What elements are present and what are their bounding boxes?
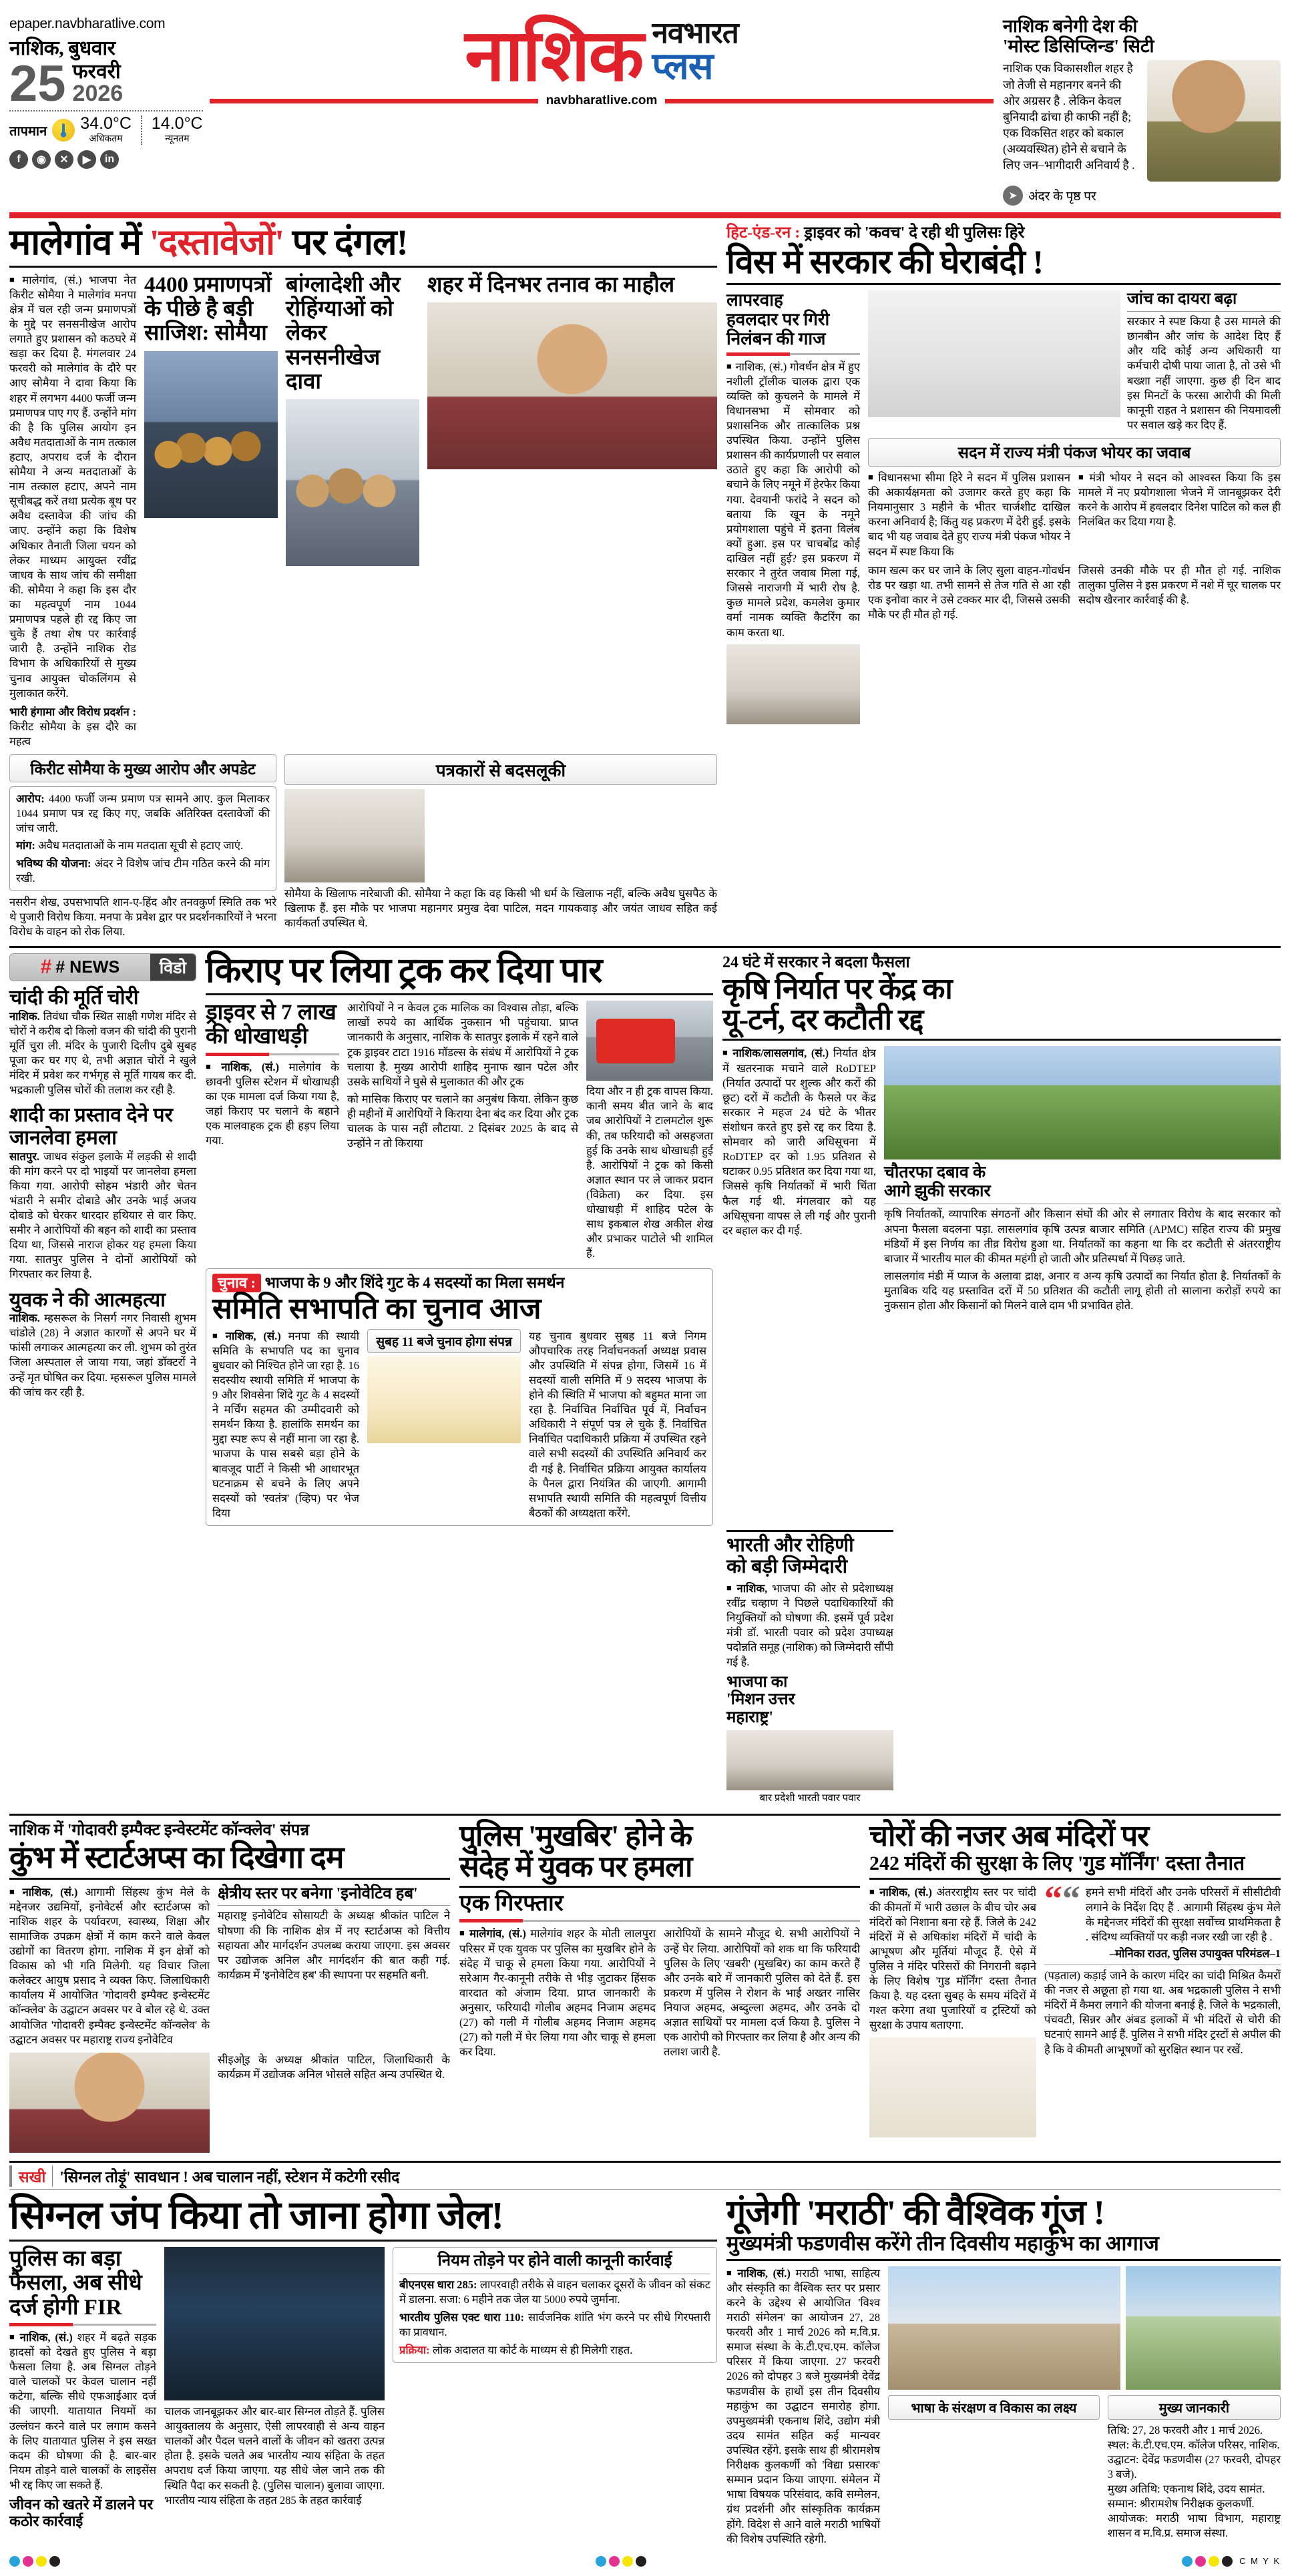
lead-col-4 xyxy=(427,273,717,750)
lead-subcol-a: नसरीन शेख, उपसभापति शान-ए-हिंद और तनवकुर्ण स्मिति तक भरे थे पुजारी विरोध किया. मनपा के प्रवेश द्वार पर प्रदर्शनकारियों ने भरना विरोध के वाहन को रोक लिया. xyxy=(9,895,276,938)
temples-headline: चोरों की नजर अब मंदिरों पर xyxy=(869,1819,1149,1852)
responsibility-body xyxy=(726,1581,893,1670)
startup-col-left xyxy=(9,1885,210,2047)
inside-pages-row[interactable] xyxy=(1003,186,1281,206)
truck-col-right xyxy=(586,1001,713,1261)
election-byline: ■ नाशिक, (सं.) xyxy=(212,1330,281,1342)
election-columns xyxy=(212,1329,706,1521)
marathi-foot-left xyxy=(888,2395,1100,2541)
agri-col-left xyxy=(722,1046,876,1313)
temperature-max-label: अधिकतम xyxy=(89,134,123,144)
election-kicker xyxy=(212,1274,706,1292)
marathi-col-right xyxy=(888,2266,1281,2547)
lead-col-3 xyxy=(286,273,419,750)
signal-col-right xyxy=(393,2247,717,2529)
site-line xyxy=(210,93,994,108)
startup-photo-row xyxy=(9,2053,450,2153)
marathi-columns xyxy=(726,2266,1281,2547)
marathi-col-left xyxy=(726,2266,880,2547)
cmyk-mid xyxy=(596,2556,646,2567)
informer-right-body: आरोपियों के सामने मौजूद थे. सभी आरोपियों ने उन्हें घेर लिया. आरोपियों को शक था कि फरियादी पुलिस के लिए 'खबरी' (मुखबिर) का काम करते हैं और उनके बारे में जानकारी पुलिस को देते हैं. इस प्रकरण में पुलिस ने रोशन के भाई अख्तर नासिर नियाज अहमद, अब्दुल्ला अहमद, और उनके दो अज्ञात साथियों पर मामला दर्ज किया है. पुलिस ने एक आरोपी को गिरफ्तार कर लिया है और अन्य की तलाश जारी है. xyxy=(664,1927,860,2059)
row-responsibility xyxy=(9,1530,1281,1807)
signal-col-photo xyxy=(164,2247,385,2529)
hitrun-columns xyxy=(726,290,1281,724)
instagram-icon[interactable]: ◉ xyxy=(32,150,51,169)
signal-byline: ■ नाशिक, (सं.) xyxy=(9,2331,73,2344)
marathi-info-2: स्थल: के.टी.एच.एम. कॉलेज परिसर, नाशिक. xyxy=(1107,2438,1280,2451)
date-row xyxy=(9,55,203,112)
lead-story xyxy=(9,224,717,939)
signal-columns xyxy=(9,2247,717,2529)
startup-columns xyxy=(9,1885,450,2047)
startup-photo xyxy=(9,2053,210,2153)
marathi-foot-right xyxy=(1108,2395,1281,2541)
temples-col-right xyxy=(1044,1878,1281,2137)
lead-journo-col xyxy=(284,754,717,939)
masthead-red-bar xyxy=(9,212,1281,218)
youtube-icon[interactable]: ▶ xyxy=(77,150,96,169)
news-item-1-title: चांदी की मूर्ति चोरी xyxy=(9,987,139,1009)
marathi-photo-row xyxy=(888,2266,1281,2390)
lead-box-label-1: आरोप: xyxy=(16,792,45,806)
startup-left-body xyxy=(9,1885,210,2047)
election-right-body: यह चुनाव बुधवार सुबह 11 बजे निगम औपचारिक तरह निर्वाचनकर्ता अध्यक्ष प्रवास और उपस्थिति में संपन्न होगा, जिसमें 16 में सदस्यों वाली समिति में 9 सदस्य भाजपा के होने की स्थिति में भाजपा को बहुमत माना जा रहा है. निर्वाचित निर्वाचित पूर्व में, निर्वाचन अधिकारी ने संपूर्ण पत्र ले चुके हैं. निर्वाचित निर्वाचित पदाधिकारी प्रक्रिया में उपस्थित रहने वाले सभी सदस्यों की उपस्थिति अनिवार्य कर दी गई है. निर्वाचित प्रक्रिया आयुक्त कार्यालय के पैनल द्वारा नियंत्रित की जाएगी. आगामी सभापति स्थायी समिति की महत्वपूर्ण वित्तीय बैठकों की अध्यक्षता करेंगे. xyxy=(529,1329,706,1519)
top-feature-headline-1: नाशिक बनेगी देश की xyxy=(1003,16,1138,36)
sakhi-bar xyxy=(9,2161,1281,2190)
signal-sub-3: दर्ज होगी FIR xyxy=(9,2295,122,2320)
lead-subcol-b: सोमैया के खिलाफ नारेबाजी की. सोमैया ने कहा कि वह किसी भी धर्म के खिलाफ नहीं, बल्कि अवैध घुसपैठ के खिलाफ हैं. इस मौके पर भाजपा महानगर प्रमुख देवा पाटिल, मदन गायकवाड़ और जयंत जाधव सहित कई कार्यकर्ता उपस्थित थे. xyxy=(284,887,717,930)
top-feature-body: नाशिक एक विकासशील शहर है जो तेजी से महानगर बनने की ओर अग्रसर है . लेकिन केवल बुनियादी ढांचा ही काफी नहीं है; एक विकसित शहर को बकाल (अव्यवस्थित) होने से बचाने के लिए जन–भागीदारी अनिवार्य है . xyxy=(1003,61,1135,172)
lead-accusations-content xyxy=(9,786,276,891)
agri-kicker: 24 घंटे में सरकार ने बदला फैसला xyxy=(722,954,910,972)
lead-col1-body xyxy=(9,273,136,701)
lead-col2-title: 4400 प्रमाणपत्रों के पीछे है बड़ी साजिश: सोमैया xyxy=(144,272,272,346)
hitrun-top-row xyxy=(868,290,1281,433)
logo-navbharat-plus xyxy=(652,19,738,89)
logo-plus: प्लस xyxy=(652,46,713,87)
lead-col4-title: शहर में दिनभर तनाव का माहौल xyxy=(427,272,675,297)
hitrun-byline xyxy=(726,360,735,373)
news-strip xyxy=(9,953,196,1526)
signal-rule-2-body: सार्वजनिक शांति भंग करने पर सीधे गिरफ्तारी का प्रावधान. xyxy=(399,2311,711,2339)
lead-photo-person xyxy=(427,302,717,469)
marathi-info-6: आयोजक: मराठी भाषा विभाग, महाराष्ट्र शासन व म.वि.प्र. समाज संस्था. xyxy=(1107,2512,1281,2540)
site-bar-left xyxy=(210,99,538,103)
temples-columns xyxy=(869,1878,1281,2137)
lead-box-label-2: मांग: xyxy=(16,839,35,852)
truck-and-election xyxy=(206,953,713,1526)
hitrun-left-title-2: हवलदार पर गिरी xyxy=(726,310,830,330)
hitrun-col-right xyxy=(868,290,1281,724)
news-item-1-text: तिवंधा चौक स्थित साक्षी गणेश मंदिर से चोरों ने करीब दो किलो वजन की चांदी की पुरानी मूर्ति चुरा ली. मंदिर के पुजारी दिलीप दुबे सुबह पूजा कर घर गए थे, तभी अज्ञात चोरों ने खुले मंदिर में प्रवेश कर गर्भगृह से मूर्ति गायब कर दी. भद्रकाली पुलिस चोरों की तलाश कर रही है. xyxy=(9,1009,196,1097)
news-item-2-title: शादी का प्रस्ताव देने पर जानलेवा हमला xyxy=(9,1104,173,1149)
news-item-2-text: जाधव संकुल इलाके में लड़की से शादी की मांग करने पर दो भाइयों पर जानलेवा हमला किया गया. आरोपी सोहम भंडारी और चेतन भंडारी ने समीर दोबाडे और उनके भाई अजय दोबाडे को घेरकर धारदार हथियार से वार किए. समीर ने आरोपियों की बहन को शादी का प्रस्ताव दिया था, जिससे नाराज होकर यह हमला किया गया. सातपुर पुलिस ने दोनों आरोपियों को गिरफ्तार कर लिया है. xyxy=(9,1149,196,1281)
cmyk-right xyxy=(1182,2556,1281,2567)
lead-accusations-header: किरीट सोमैया के मुख्य आरोप और अपडेट xyxy=(9,754,276,782)
temples-sub: 242 मंदिरों की सुरक्षा के लिए 'गुड मॉर्निंग' दस्ता तैनात xyxy=(869,1852,1245,1874)
lead-col1-text: मालेगांव, (सं.) भाजपा नेत किरीट सोमैया ने मालेगांव मनपा क्षेत्र में चल रही जन्म प्रमाणपत्रों के मुद्दे पर सनसनीखेज आरोप लगाते हुए प्रशासन को कठघरे में खड़ा कर दिया है. मंगलवार 24 फरवरी को मालेगांव के दौरे पर आए सोमैया ने दावा किया कि शहर में लगभग 4400 फर्जी जन्म प्रमाणपत्र पाए गए हैं. उन्होंने मांग की है कि पुलिस आयोग इन अवैध मतदाताओं के नाम तत्काल हटाए, अपराध दर्ज के दौरान सोमैया ने अन्य मतदाताओं के नाम तत्काल हटाए, अपने नाम सूचीबद्ध करें तथा प्रत्येक बूथ पर अवैध दस्तावेज की जांच की जाए. उन्होंने कहा कि विशेष अधिकार तैनाती जिला चयन को लेकर माध्यम आयुक्त रवींद्र जाधव के साथ जांच की समीक्षा की. सोमैया ने कहा कि इस दौर का महत्वपूर्ण नाम 1044 प्रमाणपत्र पहले ही रद्द किए जा चुके हैं तथा शेष पर कार्रवाई जारी है. उन्होंने नाशिक रोड विभाग के अधिकारियों से मुख्य चुनाव आयुक्त चोकलिंगम से मुलाकात करेंगे. xyxy=(9,273,136,700)
temples-left-text: अंतरराष्ट्रीय स्तर पर चांदी की कीमतों में भारी उछाल के बीच चोर अब मंदिरों को निशाना बना रहे हैं. जिले के 242 मंदिरों में से अधिकांश मंदिरों में चांदी के आभूषण और मूर्तियां मौजूद हैं. ऐसे में पुलिस ने मंदिर परिसरों की निगरानी बढ़ाने के लिए विशेष 'गुड मॉर्निंग' दस्ता तैनात किया है. यह दस्ता सुबह के समय मंदिरों में गश्त करेगा तथा पुजारियों व ट्रस्टियों को सुरक्षा के उपाय बताएगा. xyxy=(869,1886,1036,2032)
linkedin-icon[interactable]: in xyxy=(100,150,119,169)
election-col-left xyxy=(212,1329,359,1521)
lead-headline-highlight: 'दस्तावेजों' xyxy=(149,222,284,263)
signal-left-sub: जीवन को खतरे में डालने पर कठोर कार्रवाई xyxy=(9,2496,154,2529)
startup-left-text: आगामी सिंहस्थ कुंभ मेले के मद्देनजर उद्यमियों, इनोवेटर्स और स्टार्टअप्स को नाशिक शहर के पर्यावरण, स्वास्थ्य, शिक्षा और सामाजिक उपक्रम क्षेत्रों में काम करने वाले केवल उद्योगों का वितरण होगा. नाशिक में इन क्षेत्रों को विकास को भी गति मिलेगी. यह विचार जिला कलेक्टर आयुष प्रसाद ने व्यक्त किए. जिलाधिकारी कार्यालय में आयोजित 'गोदावरी इम्पैक्ट इन्वेस्टमेंट कॉन्क्लेव' के उद्घाटन अवसर पर वे बोल रहे थे. उक्त आयोजित 'गोदावरी इम्पैक्ट इन्वेस्टमेंट कॉन्क्लेव' के उद्घाटन अवसर पर महाराष्ट्र राज्य इनोवेटिव xyxy=(9,1885,210,2046)
hitrun-headline: विस में सरकार की घेराबंदी ! xyxy=(726,243,1043,281)
agri-col-right xyxy=(884,1046,1281,1313)
cmyk-left xyxy=(9,2556,60,2567)
temples-story xyxy=(869,1821,1281,2153)
signal-control-room-photo xyxy=(164,2247,385,2400)
agri-headline-1: कृषि निर्यात पर केंद्र का xyxy=(722,972,952,1005)
hitrun-pankaj-body-1 xyxy=(868,471,1070,559)
lead-byline xyxy=(9,274,22,286)
marathi-foot-left-head: भाषा के संरक्षण व विकास का लक्ष्य xyxy=(888,2395,1100,2420)
hitrun-col-left xyxy=(726,290,860,724)
responsibility-caption: बार प्रदेशी भारती पवार पवार xyxy=(759,1793,861,1804)
marathi-left-body xyxy=(726,2266,880,2547)
cmyk-label: C M Y K xyxy=(1239,2556,1281,2567)
signal-rule-3 xyxy=(399,2343,710,2358)
lead-photo-crowd xyxy=(144,351,278,518)
election-box xyxy=(206,1268,713,1526)
truck-headline: किराए पर लिया ट्रक कर दिया पार xyxy=(206,952,602,991)
temples-byline: ■ नाशिक, (सं.) xyxy=(869,1886,932,1898)
lead-journo-photo xyxy=(284,789,425,882)
truck-columns xyxy=(206,1001,713,1261)
marathi-banner-photo xyxy=(1126,2266,1281,2390)
lead-box-text-1: 4400 फर्जी जन्म प्रमाण पत्र सामने आए. कुल मिलाकर 1044 प्रमाण पत्र रद्द किए गए, जबकि अतिरिक्त दस्तावेजों की जांच जारी. xyxy=(16,792,270,835)
signal-rule-2 xyxy=(399,2310,710,2340)
lead-journo-header: पत्रकारों से बदसलूकी xyxy=(284,754,717,785)
marathi-foot-row xyxy=(888,2395,1281,2541)
lead-box-item-2 xyxy=(16,838,270,853)
lead-col1-sub xyxy=(9,705,136,749)
signal-left-text: शहर में बढ़ते सड़क हादसों को देखते हुए पुलिस ने बड़ा फैसला लिया है. अब सिग्नल तोड़ने वाले चालकों पर केवल चालान नहीं कटेगा, बल्कि सीधे एफआईआर दर्ज की जाएगी. यातायात नियमों का उल्लंघन करने वाले पर लगाम कसने के लिए यातायात पुलिस ने इस सख्त कदम की घोषणा की है. बार-बार नियम तोड़ने वाले चालकों के लाइसेंस भी रद्द किए जा सकते हैं. xyxy=(9,2330,156,2492)
informer-left-text: मालेगांव शहर के मोती लालपुरा परिसर में एक युवक पर पुलिस का मुखबिर होने के संदेह में चाकू से हमला किया गया. आरोपियों ने सरेआम गैर-कानूनी तरीके से भीड़ जुटाकर हिंसक वारदात को अंजाम दिया. प्राप्त जानकारी के अनुसार, फरियादी गोलीब अहमद निजाम अहमद (27) को गली में गोलीब अहमद निजाम अहमद (27) को गली में घेर लिया गया और चाकू से हमला कर दिया. xyxy=(459,1927,656,2059)
responsibility-story xyxy=(726,1530,893,1807)
hitrun-tail-row xyxy=(868,563,1281,622)
news-item-2-body xyxy=(9,1149,196,1282)
site-bar-right xyxy=(665,99,994,103)
responsibility-byline: ■ नाशिक, xyxy=(726,1582,767,1595)
hitrun-left-text: नाशिक, (सं.) गोवर्धन क्षेत्र में हुए नशीली ट्रॉलीक चालक द्वारा एक व्यक्ति को कुचलने के मामले में विधानसभा में सोमवार को प्रशासनिक और तात्कालिक प्रश्न उपस्थित किया. उन्होंने पुलिस प्रशासन की कार्यप्रणाली पर सवाल उठाते हुए कहा कि आरोपी को बचाने के लिए नमूने में हेरफेर किया गया. देवयानी फरांदे ने सदन को बताया कि खून के नमूने प्रयोगशाला पहुंचे में इतना विलंब क्यों हुआ. इस पर चाचबोंद्र कोई दाखिल नहीं हुई? इस प्रकरण में सरकार ने तुरंत जवाब मिला गई, जिससे नाराजगी में भारी रोष है. कुछ मामले प्रदेश, कमलेश कुमार वर्मा नामक व्यक्ति कैटरिंग का काम करता था. xyxy=(726,360,860,639)
lead-lower xyxy=(9,754,717,939)
epaper-url[interactable]: epaper.navbharatlive.com xyxy=(9,16,166,31)
lead-col1-subbody: किरीट सोमैया के इस दौरे का महत्व xyxy=(9,720,136,748)
hitrun-story xyxy=(726,224,1281,939)
marathi-byline: ■ नाशिक, (सं.) xyxy=(726,2267,791,2280)
truck-sub-2: की धोखाधड़ी xyxy=(206,1025,308,1049)
temples-col-left xyxy=(869,1885,1036,2137)
agri-columns xyxy=(722,1046,1281,1313)
hitrun-pankaj-row xyxy=(868,471,1281,559)
signal-headline: सिग्नल जंप किया तो जाना होगा जेल! xyxy=(9,2193,503,2237)
hitrun-tail-right: जिससे उनकी मौके पर ही मौत हो गई. नाशिक तालुका पुलिस ने इस प्रकरण में नशे में चूर चालक पर सदोष खैरनार कार्रवाई की है. xyxy=(1078,563,1281,606)
logo-nashik: नाशिक xyxy=(465,16,643,96)
hitrun-accident-photo xyxy=(868,290,1120,417)
masthead xyxy=(9,0,1281,206)
temperature-row xyxy=(9,115,203,145)
hitrun-left-body xyxy=(726,360,860,640)
lead-box-text-2: अवैध मतदाताओं के नाम मतदाता सूची से हटाए जाएं. xyxy=(38,839,244,852)
responsibility-sub-2: 'मिशन उत्तर xyxy=(726,1691,795,1709)
top-feature-photo xyxy=(1147,60,1281,182)
top-feature-headline-2: 'मोस्ट डिसिप्लिन्ड' सिटी xyxy=(1003,36,1154,57)
news-strip-item-3 xyxy=(9,1289,196,1400)
marathi-info-3: उद्घाटन: देवेंद्र फडणवीस (27 फरवरी, दोपहर 3 बजे). xyxy=(1107,2453,1281,2481)
lead-box-label-3: भविष्य की योजना: xyxy=(16,856,91,870)
footer xyxy=(9,2556,1281,2576)
hitrun-portrait-photo xyxy=(726,644,860,724)
row-two xyxy=(9,953,1281,1526)
informer-story xyxy=(459,1821,860,2153)
agri-byline: ■ नाशिक/लासलगांव, (सं.) xyxy=(722,1047,829,1059)
news-item-1-byline: नाशिक. xyxy=(9,1009,40,1023)
startup-byline: ■ नाशिक, (सं.) xyxy=(9,1886,77,1898)
signal-rule-1-body: लापरवाही तरीके से वाहन चलाकर दूसरों के जीवन को संकट में डालना. सजा: 6 महीने तक जेल या 5000 रुपये जुर्माना. xyxy=(399,2278,711,2306)
informer-headline-2: संदेह में युवक पर हमला xyxy=(459,1850,692,1883)
responsibility-sub-1: भाजपा का xyxy=(726,1673,788,1691)
signal-rule-2-title: भारतीय पुलिस एक्ट धारा 110: xyxy=(399,2311,524,2324)
temperature-label: तापमान xyxy=(9,123,47,139)
agri-left-text: निर्यात क्षेत्र में खतरनाक मचाने वाले RoDTEP (निर्यात उत्पादों पर शुल्क और करों की छूट) दरों में कटौती के फैसले पर केंद्र सरकार ने महज 24 घंटे के भीतर संशोधन करते हुए इसे रद्द कर दिया है. सोमवार को जारी अधिसूचना में RoDTEP दर को 1.95 प्रतिशत से घटाकर 0.95 प्रतिशत कर दिया गया था, जिससे कृषि निर्यातकों में भारी चिंता फैल गई थी. मंगलवार को यह अधिसूचना वापस ले ली गई और पुरानी दर बहाल कर दी गई. xyxy=(722,1047,876,1237)
hitrun-kicker xyxy=(726,224,1281,243)
news-item-3-title: युवक ने की आत्महत्या xyxy=(9,1288,166,1311)
startup-col-right xyxy=(218,1885,450,2047)
row-lead xyxy=(9,224,1281,939)
lead-col-1 xyxy=(9,273,136,750)
temples-cop-photo xyxy=(869,2037,1036,2137)
responsibility-sub-3: महाराष्ट्र' xyxy=(726,1709,774,1727)
election-col-photo xyxy=(367,1329,521,1521)
signal-rule-1 xyxy=(399,2278,710,2307)
startup-story xyxy=(9,1821,450,2153)
x-twitter-icon[interactable]: ✕ xyxy=(55,150,73,169)
lead-headline-part2: पर दंगल! xyxy=(284,222,408,263)
signal-rules-head: नियम तोड़ने पर होने वाली कानूनी कार्रवाई xyxy=(437,2252,672,2270)
news-item-2-byline: सातपुर. xyxy=(9,1149,40,1163)
temples-quote xyxy=(1044,1878,1281,1944)
top-feature-body-row xyxy=(1003,60,1281,182)
marathi-sub: मुख्यमंत्री फडणवीस करेंगे तीन दिवसीय महाकुंभ का आगाज xyxy=(726,2231,1159,2255)
truck-photo xyxy=(586,1001,713,1081)
news-item-3-body xyxy=(9,1311,196,1400)
signal-rule-3-title: प्रक्रिया: xyxy=(399,2344,430,2357)
election-left-text: मनपा की स्थायी समिति के सभापति पद का चुनाव बुधवार को निश्चित होने जा रहा है. 16 सदस्यीय स्थायी समिति में भाजपा के 9 और शिवसेना शिंदे गुट के 4 सदस्यों ने मर्चिंग सहमत की उम्मीदवारी को समर्थन किया है. हालांकि समर्थन का मुद्दा स्पष्ट रूप से नहीं माना जा रहा है. भाजपा के पास सबसे बड़ा होने के बावजूद पार्टी ने किसी भी आधारभूत घटनाक्रम से बचने के लिए अपने सदस्यों को 'स्वतंत्र' (व्हिप) पर भेज दिया xyxy=(212,1329,359,1519)
informer-sub: एक गिरफ्तार xyxy=(459,1891,564,1916)
temperature-min-group xyxy=(152,115,203,145)
truck-left-body xyxy=(206,1060,339,1149)
agri-right-body-2: लासलगांव मंडी में प्याज के अलावा द्राक्ष, अनार व अन्य कृषि उत्पादों का निर्यात होता है. निर्यातकों के मुताबिक यदि यह प्रस्तावित दरों में 50 प्रतिशत की कटौती लागू होती तो सालाना करोड़ों रुपये का नुकसान होता और किसानों को मिलने वाले दाम भी प्रभावित होते. xyxy=(884,1269,1281,1312)
informer-left-body xyxy=(459,1926,656,2059)
agri-headline-2: यू-टर्न, दर कटौती रद्द xyxy=(722,1003,923,1036)
temples-right-body: (पड़ताल) कड़ाई जाने के कारण मंदिर का चांदी मिश्रित कैमरों की नजर से अछूता हो गया था. अब भद्रकाली पुलिस ने सभी मंदिरों में कैमरा लगाने की योजना बनाई है. जिले के भद्रकाली, पंचवटी, सिन्नर और अंबड इलाकों में भी मंदिरों से चोरी की घटनाएं सामने आई हैं. पुलिस ने सभी मंदिर ट्रस्टों से अपील की है कि वे कीमती आभूषणों को सुरक्षित स्थान पर रखें. xyxy=(1044,1969,1281,2056)
news-item-1-body xyxy=(9,1009,196,1098)
election-cartoon xyxy=(367,1356,521,1443)
date-day: 25 xyxy=(9,55,66,112)
social-links xyxy=(9,150,203,169)
signal-rules-box xyxy=(393,2247,717,2363)
election-left-body xyxy=(212,1329,359,1521)
hitrun-probe-col xyxy=(1127,290,1281,433)
inside-pages-label: अंदर के पृष्ठ पर xyxy=(1028,190,1096,204)
hitrun-pankaj-text-2: मंत्री भोयर ने सदन को आश्वस्त किया कि इस मामले में नए प्रयोगशाला भेजने में जानबूझकर देरी करने के आरोप में हवलदार दिनेश पाटिल को कल ही निलंबित कर दिया गया है. xyxy=(1078,471,1281,529)
logo xyxy=(210,16,994,96)
date-year: 2026 xyxy=(72,81,124,106)
marathi-story xyxy=(726,2196,1281,2547)
hitrun-pankaj-text-1: विधानसभा सीमा हिरे ने सदन में पुलिस प्रशासन की अकार्यक्षमता को उजागर करते हुए कहा कि नियमानुसार 3 महीने के भीतर चार्जशीट दाखिल करना अनिवार्य है; किंतु यह प्रकरण में देरी हुई. इसके बाद भी यह जवाब देते हुए राज्य मंत्री पंकज भोयर ने सदन में स्पष्ट किया कि xyxy=(868,471,1071,558)
hitrun-tail-left: काम खत्म कर घर जाने के लिए सुला वाहन-गोवर्धन रोड पर खड़ा था. तभी सामने से तेज गति से आ रही एक इनोवा कार ने उसे टक्कर मार दी, जिससे उसकी मौके पर ही मौत हो गई. xyxy=(868,563,1070,621)
hitrun-left-title-3: निलंबन की गाज xyxy=(726,329,826,349)
lead-columns xyxy=(9,273,717,750)
startup-right-body: महाराष्ट्र इनोवेटिव सोसायटी के अध्यक्ष श्रीकांत पाटिल ने घोषणा की कि नाशिक क्षेत्र में नए स्टार्टअप्स को वित्तीय सहायता और मार्गदर्शन उपलब्ध कराया जाएगा. इस अवसर पर उद्योजक अनिल और मार्गदर्शन की बात कही गई. कार्यक्रम में 'इनोवेटिव हब' की स्थापना पर सहमति बनी. xyxy=(218,1909,450,1981)
election-subtitle: सुबह 11 बजे चुनाव होगा संपन्न xyxy=(367,1329,521,1353)
truck-byline: ■ नाशिक, (सं.) xyxy=(206,1061,279,1073)
temperature-max: 34.0°C xyxy=(80,114,132,133)
truck-left-text: मालेगांव के छावनी पुलिस स्टेशन में धोखाधड़ी का एक मामला दर्ज किया गया है, जहां किराए पर चलाने के बहाने एक मालवाहक ट्रक ही हड़प लिया गया. xyxy=(206,1060,339,1147)
marathi-foot-right-head: मुख्य जानकारी xyxy=(1108,2395,1281,2420)
responsibility-photo xyxy=(726,1730,893,1790)
agri-sub-head-2: आगे झुकी सरकार xyxy=(884,1182,991,1201)
truck-right-body: दिया और न ही ट्रक वापस किया. कानी समय बीत जाने के बाद जब आरोपियों ने टालमटोल शुरू की, तब फरियादी को असहजता हुई कि उनके साथ धोखाधड़ी हुई है. आरोपियों ने ट्रक को किसी अज्ञात स्थान पर ले जाकर प्रदान (विक्रेता) कर दिया. इस धोखाधड़ी में शाहिद पटेल के साथ इकबाल शेख अकील शेख और प्रभाकर पाटोले भी शामिल हैं. xyxy=(586,1085,713,1260)
city-day-label: नाशिक, बुधवार xyxy=(9,37,116,59)
signal-sub-2: फैसला, अब सीधे xyxy=(9,2271,142,2296)
responsibility-headline-2: को बड़ी जिम्मेदारी xyxy=(726,1556,848,1578)
news-strip-item-2 xyxy=(9,1104,196,1282)
informer-columns xyxy=(459,1926,860,2059)
lead-headline xyxy=(9,224,717,261)
marathi-left-text: मराठी भाषा, साहित्य और संस्कृति का वैश्विक स्तर पर प्रसार करने के उद्देश्य से आयोजित 'विश्व मराठी संमेलन' का आयोजन 27, 28 फरवरी और 1 मार्च 2026 को म.वि.प्र. समाज संस्था के के.टी.एच.एम. कॉलेज परिसर में किया जाएगा. 27 फरवरी 2026 को दोपहर 3 बजे मुख्यमंत्री देवेंद्र फडणवीस के हाथों इस तीन दिवसीय महाकुंभ का उद्घाटन समारोह होगा. उपमुख्यमंत्री एकनाथ शिंदे, उद्योग मंत्री उदय सामंत सहित कई मान्यवर उपस्थित रहेंगे. इसके साथ ही श्रीरामशेष निरीक्षक कुलकर्णी को 'विद्या प्रसारक' सम्मान प्रदान किया जाएगा. संमेलन में भाषा विषयक परिसंवाद, कवि सम्मेलन, ग्रंथ प्रदर्शनी और सांस्कृतिक कार्यक्रम होंगे. विदेश से आने वाले मराठी भाषियों की विशेष उपस्थिति रहेगी. xyxy=(726,2266,880,2545)
thermometer-icon xyxy=(52,119,75,142)
marathi-info-1: तिथि: 27, 28 फरवरी और 1 मार्च 2026. xyxy=(1107,2423,1263,2436)
facebook-icon[interactable]: f xyxy=(9,150,28,169)
election-col-right xyxy=(529,1329,706,1521)
logo-navbharat: नवभारत xyxy=(652,17,738,49)
masthead-left xyxy=(9,16,210,169)
signal-rule-3-body: लोक अदालत या कोर्ट के माध्यम से ही मिलेगी राहत. xyxy=(432,2344,633,2357)
informer-headline-1: पुलिस 'मुखबिर' होने के xyxy=(459,1819,692,1852)
temples-quote-text: हमने सभी मंदिरों और उनके परिसरों में सीसीटीवी लगाने के निर्देश दिए हैं . आगामी सिंहस्थ कुंभ मेले के मद्देनजर मंदिरों की सुरक्षा सर्वोच्च प्राथमिकता है . संदिग्ध व्यक्तियों पर कड़ी नजर रखी जा रही है . xyxy=(1086,1886,1281,1943)
marathi-headline: गूंजेगी 'मराठी' की वैश्विक गूंज ! xyxy=(726,2194,1104,2232)
temples-quote-by: –मोनिका राउत, पुलिस उपायुक्त परिमंडल–1 xyxy=(1109,1947,1281,1960)
lead-col3-title: बांग्लादेशी और रोहिंग्याओं को लेकर सनसनीखेज दावा xyxy=(286,272,401,394)
temperature-divider xyxy=(141,115,142,145)
election-headline: समिति सभापति का चुनाव आज xyxy=(212,1292,542,1325)
startup-caption: सीइओ्इ के अध्यक्ष श्रीकांत पाटिल, जिलाधिकारी के कार्यक्रम में उद्योजक अनिल भोसले सहित अन्य उपस्थित थे. xyxy=(218,2053,450,2081)
date-month: फरवरी xyxy=(72,61,121,83)
quote-icon: ““ xyxy=(1044,1878,1080,1919)
lead-box-item-1 xyxy=(16,792,270,836)
temples-left-body xyxy=(869,1885,1036,2033)
row-four xyxy=(9,2193,1281,2547)
agri-right-body: कृषि निर्यातकों, व्यापारिक संगठनों और किसान संघों की ओर से लगातार विरोध के बाद सरकार को अपना फैसला बदलना पड़ा. लासलगांव कृषि उत्पन्न बाजार समिति (APMC) सहित राज्य की प्रमुख मंडियों में इस निर्णय का तीव्र विरोध हुआ था. निर्यातकों का कहना था कि दर कटौती से अंतरराष्ट्रीय बाजार में भारतीय माल की कीमत महंगी हो जाती और प्रतिस्पर्धा में पिछड़ जाते. xyxy=(884,1208,1281,1265)
marathi-info-5: सम्मान: श्रीरामशेष निरीक्षक कुलकर्णी. xyxy=(1107,2497,1255,2511)
election-kicker-rest: भाजपा के 9 और शिंदे गुट के 4 सदस्यों का मिला समर्थन xyxy=(260,1274,565,1291)
lead-box-item-3 xyxy=(16,856,270,886)
news-item-3-text: म्हसरूल के निसर्ग नगर निवासी शुभम चांडोले (28) ने अज्ञात कारणों से अपने घर में फांसी लगाकर आत्महत्या कर ली. शुभम को तुरंत जिला अस्पताल ले जाया गया, जहां डॉक्टरों ने उन्हें मृत घोषित कर दिया. म्हसरूल पुलिस मामले की जांच कर रही है. xyxy=(9,1312,196,1398)
agri-photo xyxy=(884,1046,1281,1160)
sakhi-tag: सखी xyxy=(9,2165,53,2187)
lead-box-text-3: अंदर ने विशेष जांच टीम गठित करने की मांग रखी. xyxy=(16,856,270,884)
marathi-info-4: मुख्य अतिथि: एकनाथ शिंदे, उदय सामंत. xyxy=(1107,2483,1265,2496)
hitrun-kicker-rest: ड्राइवर को 'कवच' दे रही थी पुलिसः हिरे xyxy=(800,224,1025,242)
startup-kicker: नाशिक में 'गोदावरी इम्पैक्ट इन्वेस्टमेंट कॉन्क्लेव' संपन्न xyxy=(9,1821,310,1839)
signal-sub-1: पुलिस का बड़ा xyxy=(9,2247,122,2272)
signal-story xyxy=(9,2193,717,2547)
truck-mid-body-1: आरोपियों ने न केवल ट्रक मालिक का विश्वास तोड़ा, बल्कि लाखों रुपये का आर्थिक नुकसान भी पहुंचाया. प्राप्त जानकारी के अनुसार, नाशिक के सातपुर इलाके में रहने वाले ट्रक ड्राइवर टाटा 1916 मॉडल्स के संबंध में आरोपियों ने ट्रक चलाया है. मुख्य आरोपी शाहिद मुनाफ खान पटेल और उसके साथियों ने घुसे से मुलाकात की और ट्रक xyxy=(347,1001,578,1088)
arrow-icon: ➤ xyxy=(1003,186,1023,206)
site-url[interactable]: navbharatlive.com xyxy=(546,93,658,107)
hitrun-kicker-red: हिट-एंड-रन : xyxy=(726,224,801,242)
masthead-logo-area xyxy=(210,16,994,108)
truck-col-mid xyxy=(347,1001,578,1261)
sakhi-line: 'सिग्नल तोड़ूं' सावधान ! अब चालान नहीं, स्टेशन में कटेगी रसीद xyxy=(59,2168,400,2185)
marathi-tent-photo xyxy=(888,2266,1120,2390)
responsibility-text: भाजपा की ओर से प्रदेशाध्यक्ष रवींद्र चव्हाण ने पिछले पदाधिकारियों की नियुक्तियों को घोषणा की. इसमें पूर्व प्रदेश मंत्री डॉ. भारती पवार को प्रदेश उपाध्यक्ष पदोन्नति समूह (नाशिक) को जिम्मेदारी सौंपी गई है. xyxy=(726,1581,893,1669)
video-tab[interactable]: विडो xyxy=(150,954,196,981)
news-strip-header[interactable] xyxy=(9,953,196,981)
informer-byline: ■ मालेगांव, (सं.) xyxy=(459,1927,526,1940)
responsibility-headline-1: भारती और रोहिणी xyxy=(726,1534,854,1556)
signal-mid-body: चालक जानबूझकर और बार-बार सिग्नल तोड़ते हैं. पुलिस आयुक्तालय के अनुसार, ऐसी लापरवाही से अन्य वाहन चालकों और पैदल चलने वालों के जीवन को खतरा उत्पन्न होता है. इसके चलते अब भारतीय न्याय संहिता के तहत अपराध दर्ज किया जाएगा. यह सीधे जेल जाने तक की स्थिति पैदा कर सकती है. (पुलिस चालान) बुलावा जाएगा. भारतीय न्याय संहिता के तहत 285 के तहत कार्रवाई xyxy=(164,2405,385,2507)
hitrun-left-title-1: लापरवाह xyxy=(726,290,783,310)
hash-news-label: # NEWS xyxy=(55,957,120,977)
lead-col-2 xyxy=(144,273,278,750)
temperature-min-label: न्यूनतम xyxy=(165,134,190,144)
signal-rule-1-title: बीएनएस धारा 285: xyxy=(399,2278,477,2291)
hash-news-tab[interactable]: # # NEWS xyxy=(10,954,150,981)
truck-col-left xyxy=(206,1001,339,1261)
agri-left-body xyxy=(722,1046,876,1238)
row-three xyxy=(9,1821,1281,2153)
lead-col1-subtitle: भारी हंगामा और विरोध प्रदर्शन : xyxy=(9,705,136,718)
lead-photo-group xyxy=(286,399,419,566)
startup-sub-head: क्षेत्रीय स्तर पर बनेगा 'इनोवेटिव हब' xyxy=(218,1884,418,1902)
hitrun-pankaj-bullet-2 xyxy=(1078,471,1089,484)
news-item-3-byline: नाशिक. xyxy=(9,1312,40,1325)
agri-story xyxy=(722,953,1281,1526)
hitrun-pankaj-body-2 xyxy=(1078,471,1281,559)
hitrun-probe-body: सरकार ने स्पष्ट किया है उस मामले की छानबीन और जांच के आदेश दिए हैं और यदि कोई अन्य अधिकारी या कर्मचारी दोषी पाया जाता है, तो उसे भी बख्शा नहीं जाएगा. कुछ ही दिन बाद इस मिनटों के फरसा आरोपी की मिली कानूनी राहत ने प्रशासन की नियमावली पर सवाल खड़े कर दिए हैं. xyxy=(1127,315,1281,431)
signal-col-left xyxy=(9,2247,156,2529)
agri-sub-head-1: चौतरफा दबाव के xyxy=(884,1164,986,1182)
hitrun-pankaj-header: सदन में राज्य मंत्री पंकज भोयर का जवाब xyxy=(868,438,1281,467)
signal-left-body xyxy=(9,2330,156,2493)
election-kicker-tag: चुनाव : xyxy=(212,1274,261,1292)
temperature-min: 14.0°C xyxy=(151,114,203,133)
startup-headline: कुंभ में स्टार्टअप्स का दिखेगा दम xyxy=(9,1840,344,1874)
hitrun-probe-head: जांच का दायरा बढ़ा xyxy=(1127,290,1237,308)
truck-sub-1: ड्राइवर से 7 लाख xyxy=(206,1001,337,1025)
hitrun-pankaj-bullet-1 xyxy=(868,471,878,484)
top-feature-box xyxy=(994,16,1281,206)
temperature-max-group xyxy=(80,115,132,145)
lead-headline-part1: मालेगांव में xyxy=(9,222,150,263)
truck-mid-body-2: को मासिक किराए पर चलाने का अनुबंध किया. लेकिन कुछ ही महीनों में आरोपियों ने किराया देना बंद कर दिया और ट्रक चालक के पास नहीं लौटाया. 2 दिसंबर 2025 के बाद से उन्होंने न तो किराया xyxy=(347,1092,578,1150)
lead-accusations-box xyxy=(9,754,276,939)
news-strip-item-1 xyxy=(9,987,196,1097)
